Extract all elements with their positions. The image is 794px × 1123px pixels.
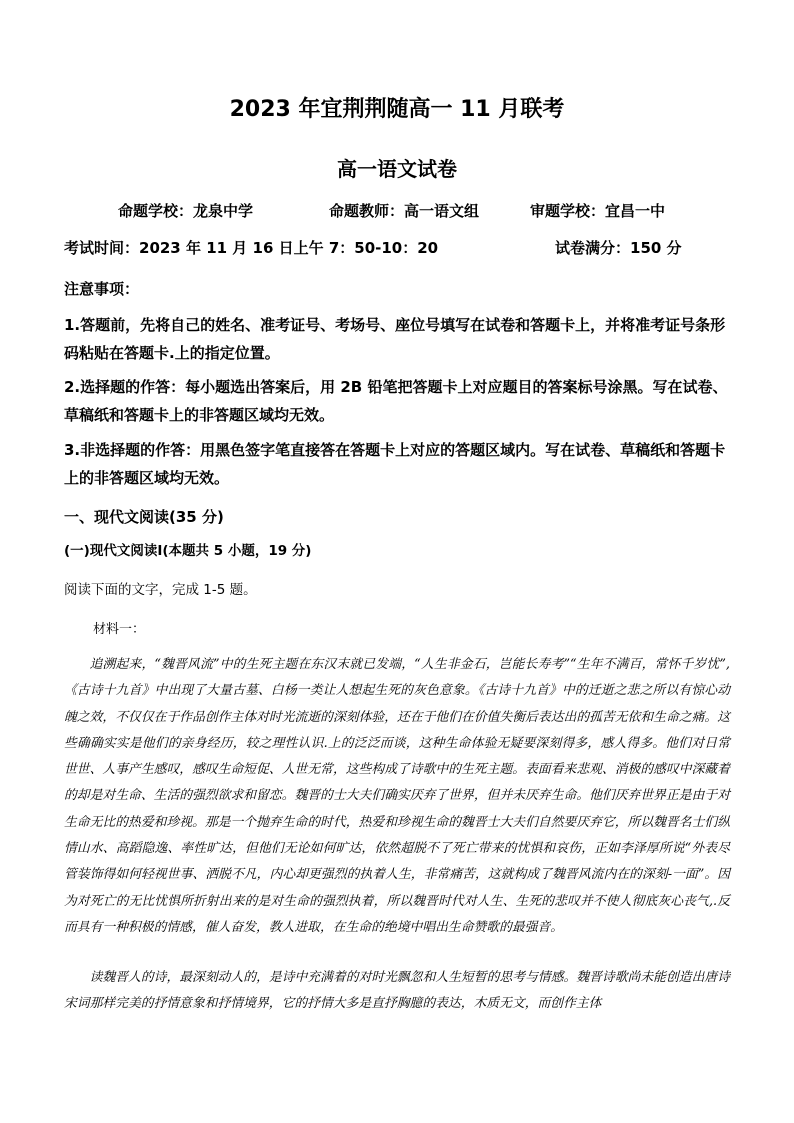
setter-school: 命题学校：龙泉中学 — [118, 202, 254, 220]
exam-title: 2023 年宜荆荆随高一 11 月联考 — [229, 97, 565, 122]
full-score: 试卷满分：150 分 — [555, 239, 682, 257]
reading-instruction: 阅读下面的文字，完成 1-5 题。 — [64, 582, 257, 598]
reviewer-school: 审题学校：宜昌一中 — [530, 202, 666, 220]
exam-subtitle: 高一语文试卷 — [337, 157, 457, 181]
setter-teacher: 命题教师：高一语文组 — [329, 202, 480, 220]
section-heading: 一、现代文阅读(35 分) — [64, 508, 224, 526]
passage-paragraph-1: 追溯起来，“魏晋风流”中的生死主题在东汉末就已发端，“人生非金石，岂能长寿考”“生年不满百，常怀千岁忧”,《古诗十九首》中出现了大量古墓、白杨一类让人想起生死的灰色意象。《古诗十九首》中的迁逝之悲之所以有惊心动魄之效，不仅仅在于作品创作主体对时光流逝的深刻体验，还在于他们在价值失衡后表达出的孤苦无依和生命之痛。这些确确实实是他们的亲身经历，较之理性认识.上的泛泛而谈，这种生命体验无疑要深刻得多，感人得多。他们对日常世世、人事产生感叹，感叹生命短促、人世无常，这些构成了诗歌中的生死主题。表面看来悲观、消极的感叹中深藏着的却是对生命、生活的强烈欲求和留恋。魏晋的士大夫们确实厌弃了世界，但并未厌弃生命。他们厌弃世界正是由于对生命无比的热爱和珍视。那是一个抛弃生命的时代，热爱和珍视生命的魏晋士大夫们自然要厌弃它，所以魏晋名士们纵情山水、高蹈隐逸、率性旷达，但他们无论如何旷达，依然超脱不了死亡带来的忧惧和哀伤，正如李泽厚所说“外表尽管装饰得如何轻视世事、洒脱不凡，内心却更强烈的执着人生，非常痛苦，这就构成了魏晋风流内在的深刻-一面”。因为对死亡的无比忧惧所折射出来的是对生命的强烈执着，所以魏晋时代对人生、生死的悲叹并不使人彻底灰心丧气,.反而具有一种积极的情感，催人奋发，教人进取，在生命的绝境中唱出生命赞歌的最强音。 — [64, 657, 730, 935]
section-subheading: (一)现代文阅读Ⅰ(本题共 5 小题，19 分) — [64, 543, 312, 559]
passage-paragraph-2: 读魏晋人的诗，最深刻动人的，是诗中充满着的对时光飘忽和人生短暂的思考与情感。魏晋诗歌尚未能创造出唐诗宋词那样完美的抒情意象和抒情境界，它的抒情大多是直抒胸臆的表达，木质无文，而创作主体 — [64, 970, 730, 1012]
notes-heading: 注意事项： — [64, 280, 140, 298]
note-item-1: 1.答题前，先将自己的姓名、准考证号、考场号、座位号填写在试卷和答题卡上，并将准考证号条形码粘贴在答题卡.上的指定位置。 — [64, 316, 726, 362]
exam-time: 考试时间：2023 年 11 月 16 日上午 7：50-10：20 — [64, 239, 439, 257]
note-item-3: 3.非选择题的作答：用黑色签字笔直接答在答题卡上对应的答题区域内。写在试卷、草稿纸和答题卡上的非答题区域均无效。 — [64, 441, 726, 487]
note-item-2: 2.选择题的作答：每小题选出答案后，用 2B 铅笔把答题卡上对应题目的答案标号涂黑。写在试卷、草稿纸和答题卡上的非答题区域均无效。 — [64, 378, 728, 424]
material-label: 材料一： — [93, 622, 146, 637]
